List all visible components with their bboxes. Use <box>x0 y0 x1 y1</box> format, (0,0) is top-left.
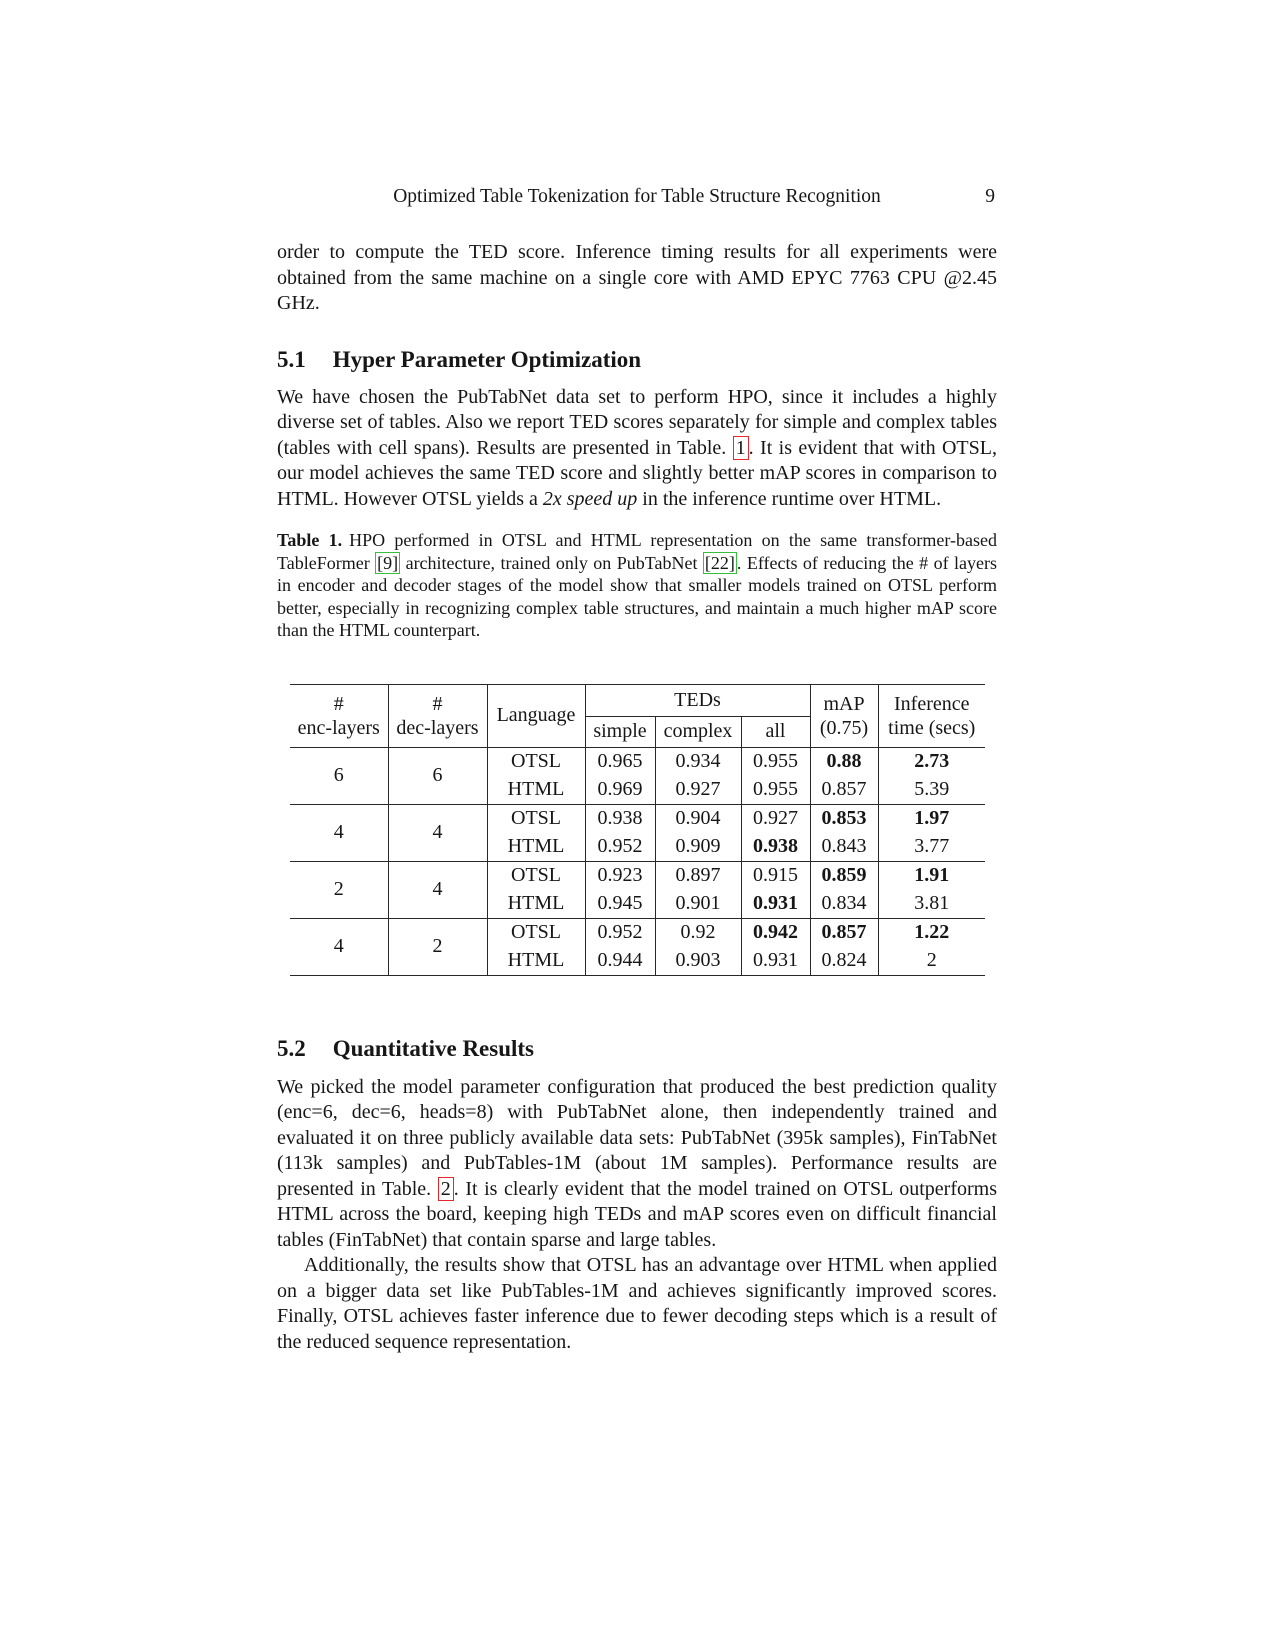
paragraph-text: in the inference runtime over HTML. <box>637 487 942 510</box>
cell-teds-complex: 0.901 <box>655 890 741 919</box>
section-heading-5-2 <box>277 1036 997 1062</box>
paragraph-text: . It is evident that with OTSL, our model achieves the same TED score and slightly better mAP scores in comparison to HTML. However OTSL yields a <box>277 436 997 510</box>
cell-enc-layers: 4 <box>290 804 388 861</box>
section-5-1-paragraph <box>277 385 997 513</box>
table-2-reference-link[interactable]: 2 <box>438 1177 454 1201</box>
header-line: time (secs) <box>888 716 976 739</box>
col-header-inference-time <box>878 684 985 747</box>
cell-teds-all: 0.938 <box>741 833 810 862</box>
cell-map: 0.857 <box>810 918 878 947</box>
page-number: 9 <box>985 186 995 207</box>
section-title: Hyper Parameter Optimization <box>332 346 642 372</box>
cell-teds-complex: 0.904 <box>655 804 741 833</box>
col-header-map <box>810 684 878 747</box>
section-5-2-paragraph <box>277 1075 997 1254</box>
cell-dec-layers: 4 <box>388 804 487 861</box>
col-header-enc-layers <box>290 684 388 747</box>
cell-teds-complex: 0.934 <box>655 747 741 776</box>
cell-teds-complex: 0.92 <box>655 918 741 947</box>
cell-teds-all: 0.942 <box>741 918 810 947</box>
cell-teds-complex: 0.927 <box>655 776 741 805</box>
closing-paragraph: Additionally, the results show that OTSL has an advantage over HTML when applied on a bigger data set like PubTables-1M and achieves significantly improved scores. Finally, OTSL achieves faster inference due to fewer decoding steps which is a result of the reduced sequence representation. <box>277 1254 997 1353</box>
header-line: dec-layers <box>396 716 479 739</box>
col-header-simple: simple <box>585 716 655 747</box>
cell-inference-time: 1.22 <box>878 918 985 947</box>
col-header-all: all <box>741 716 810 747</box>
cell-language: HTML <box>487 947 585 976</box>
cell-language: OTSL <box>487 861 585 890</box>
results-table <box>290 684 985 976</box>
emphasized-text: 2x speed up <box>542 487 638 510</box>
cell-language: HTML <box>487 776 585 805</box>
cell-dec-layers: 2 <box>388 918 487 975</box>
cell-teds-simple: 0.965 <box>585 747 655 776</box>
cell-teds-simple: 0.952 <box>585 833 655 862</box>
cell-teds-all: 0.927 <box>741 804 810 833</box>
cell-teds-simple: 0.952 <box>585 918 655 947</box>
cell-teds-complex: 0.903 <box>655 947 741 976</box>
cell-map: 0.853 <box>810 804 878 833</box>
header-line: # <box>333 692 344 715</box>
cell-enc-layers: 2 <box>290 861 388 918</box>
header-line: Inference <box>894 692 970 715</box>
col-header-dec-layers <box>388 684 487 747</box>
cell-enc-layers: 4 <box>290 918 388 975</box>
cell-teds-complex: 0.909 <box>655 833 741 862</box>
cell-teds-simple: 0.969 <box>585 776 655 805</box>
cell-inference-time: 2.73 <box>914 750 950 773</box>
section-title: Quantitative Results <box>332 1035 534 1061</box>
section-number: 5.2 <box>277 1035 306 1061</box>
citation-link-9[interactable]: [9] <box>377 552 399 573</box>
running-header <box>277 186 997 212</box>
table-1-caption <box>277 529 997 642</box>
header-line: mAP <box>823 692 865 715</box>
table-1-reference-link[interactable]: 1 <box>733 436 749 460</box>
cell-inference-time: 3.81 <box>914 892 950 915</box>
header-line: # <box>432 692 443 715</box>
cell-teds-simple: 0.945 <box>585 890 655 919</box>
col-header-teds: TEDs <box>585 684 810 716</box>
cell-teds-all: 0.955 <box>741 747 810 776</box>
header-line: (0.75) <box>819 716 869 739</box>
running-head-title: Optimized Table Tokenization for Table Structure Recognition <box>393 186 881 207</box>
caption-text: . Effects of reducing the # of layers in encoder and decoder stages of the model show that smaller models trained on OTSL perform better, especially in recognizing complex table structures, and maintain a much higher mAP score than the HTML counterpart. <box>277 552 997 641</box>
cell-map: 0.843 <box>810 833 878 862</box>
paragraph-text: We have chosen the PubTabNet data set to perform HPO, since it includes a highly diverse set of tables. Also we report TED scores separately for simple and complex tables (tables with cell spans). Results are presented in Table. <box>277 385 997 459</box>
paragraph-text: We picked the model parameter configuration that produced the best prediction quality (enc=6, dec=6, heads=8) with PubTabNet alone, then independently trained and evaluated it on three publicly available data sets: PubTabNet (395k samples), FinTabNet (113k samples) and PubTables-1M (about 1M samples). Performance results are presented in Table. <box>277 1075 997 1200</box>
col-header-language: Language <box>487 684 585 747</box>
caption-text: HPO performed in OTSL and HTML representation on the same transformer-based TableFormer <box>277 530 997 573</box>
cell-teds-all: 0.915 <box>741 861 810 890</box>
cell-teds-all: 0.931 <box>741 890 810 919</box>
cell-dec-layers: 4 <box>388 861 487 918</box>
cell-inference-time: 3.77 <box>914 835 950 858</box>
cell-inference-time: 2 <box>926 949 937 972</box>
cell-teds-complex: 0.897 <box>655 861 741 890</box>
caption-text: architecture, trained only on PubTabNet <box>400 552 703 573</box>
header-line: enc-layers <box>297 716 380 739</box>
cell-map: 0.88 <box>810 747 878 776</box>
cell-teds-simple: 0.938 <box>585 804 655 833</box>
cell-language: HTML <box>487 890 585 919</box>
table-row <box>290 747 985 776</box>
cell-language: OTSL <box>487 804 585 833</box>
cell-inference-time: 1.91 <box>878 861 985 890</box>
cell-map: 0.857 <box>810 776 878 805</box>
cell-teds-all: 0.955 <box>741 776 810 805</box>
cell-language: OTSL <box>487 918 585 947</box>
cell-map: 0.824 <box>810 947 878 976</box>
section-heading-5-1 <box>277 347 997 373</box>
cell-language: OTSL <box>487 747 585 776</box>
cell-inference-time: 5.39 <box>914 778 950 801</box>
col-header-complex: complex <box>655 716 741 747</box>
cell-teds-simple: 0.923 <box>585 861 655 890</box>
table-row <box>290 861 985 890</box>
paragraph-text: . It is clearly evident that the model trained on OTSL outperforms HTML across the board, keeping high TEDs and mAP scores even on difficult financial tables (FinTabNet) that contain sparse and large tables. <box>277 1177 997 1251</box>
cell-enc-layers: 6 <box>290 747 388 804</box>
table-caption-label: Table 1. <box>277 530 343 550</box>
cell-inference-time: 1.97 <box>878 804 985 833</box>
text-column <box>277 0 997 1355</box>
cell-language: HTML <box>487 833 585 862</box>
cell-teds-all: 0.931 <box>741 947 810 976</box>
cell-map: 0.834 <box>810 890 878 919</box>
table-row <box>290 804 985 833</box>
cell-dec-layers: 6 <box>388 747 487 804</box>
cell-map: 0.859 <box>810 861 878 890</box>
intro-paragraph: order to compute the TED score. Inference timing results for all experiments were obtained from the same machine on a single core with AMD EPYC 7763 CPU @2.45 GHz. <box>277 241 997 314</box>
cell-teds-simple: 0.944 <box>585 947 655 976</box>
section-number: 5.1 <box>277 346 306 372</box>
citation-link-22[interactable]: [22] <box>704 552 735 573</box>
table-row <box>290 918 985 947</box>
